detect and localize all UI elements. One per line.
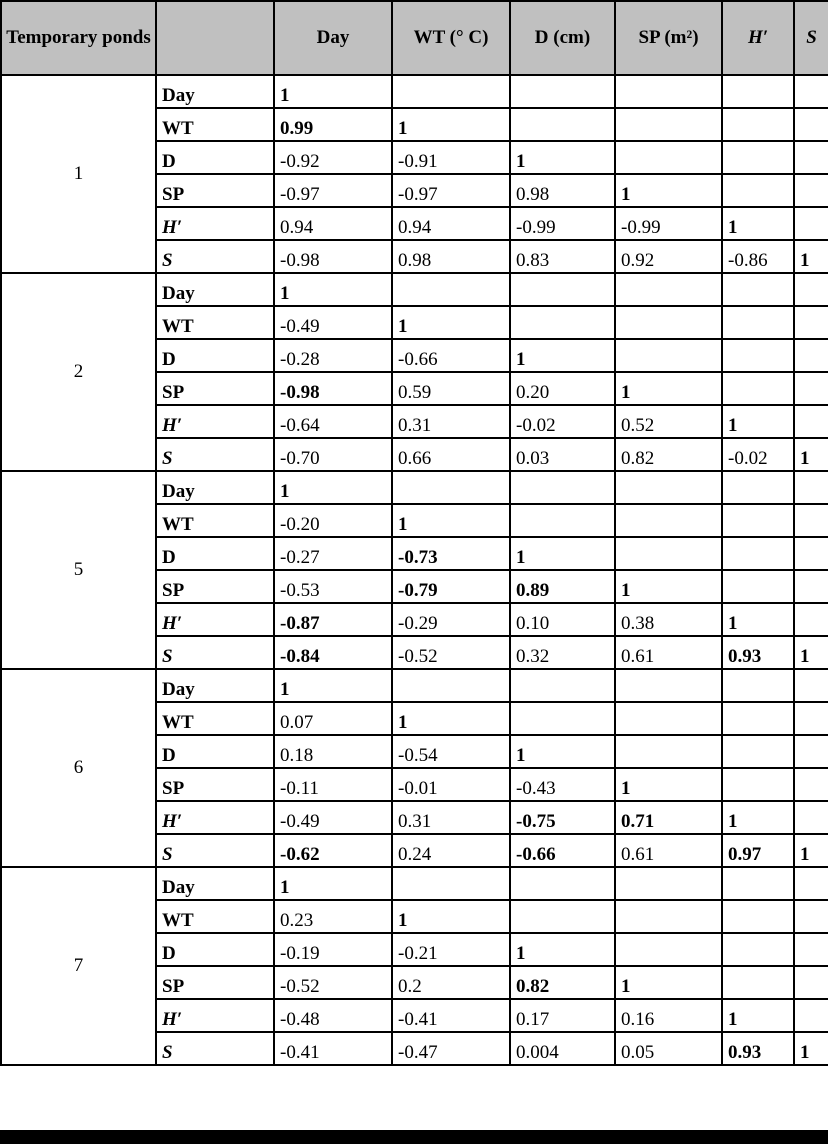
correlation-cell: 0.89	[510, 570, 615, 603]
correlation-cell: 0.83	[510, 240, 615, 273]
correlation-cell	[722, 867, 794, 900]
correlation-cell	[794, 768, 828, 801]
correlation-cell: 0.61	[615, 636, 722, 669]
correlation-cell	[615, 471, 722, 504]
correlation-cell: 0.61	[615, 834, 722, 867]
correlation-cell	[615, 735, 722, 768]
pond-id: 1	[1, 75, 156, 273]
header-variable	[156, 1, 274, 75]
correlation-cell: -0.66	[392, 339, 510, 372]
correlation-cell: 0.93	[722, 636, 794, 669]
correlation-cell	[392, 273, 510, 306]
correlation-cell: -0.41	[392, 999, 510, 1032]
correlation-cell: 0.66	[392, 438, 510, 471]
row-label: Day	[156, 273, 274, 306]
pond-id: 2	[1, 273, 156, 471]
correlation-cell	[510, 867, 615, 900]
correlation-cell	[794, 537, 828, 570]
correlation-cell: -0.49	[274, 801, 392, 834]
correlation-cell	[615, 504, 722, 537]
correlation-cell: 1	[274, 669, 392, 702]
correlation-cell: 0.52	[615, 405, 722, 438]
correlation-cell: 0.93	[722, 1032, 794, 1065]
correlation-cell: -0.66	[510, 834, 615, 867]
correlation-cell: 1	[722, 207, 794, 240]
correlation-cell: -0.70	[274, 438, 392, 471]
correlation-cell: 0.82	[615, 438, 722, 471]
correlation-cell	[794, 75, 828, 108]
correlation-cell	[794, 966, 828, 999]
correlation-cell: -0.02	[722, 438, 794, 471]
correlation-cell	[510, 108, 615, 141]
table-row	[1, 867, 828, 900]
correlation-cell	[794, 801, 828, 834]
correlation-cell: -0.75	[510, 801, 615, 834]
correlation-cell: -0.41	[274, 1032, 392, 1065]
correlation-cell	[615, 141, 722, 174]
correlation-cell: 1	[510, 537, 615, 570]
row-label: H′	[156, 405, 274, 438]
row-label: S	[156, 1032, 274, 1065]
correlation-cell	[794, 669, 828, 702]
correlation-cell	[722, 768, 794, 801]
correlation-cell: 0.17	[510, 999, 615, 1032]
correlation-cell: 0.98	[392, 240, 510, 273]
correlation-cell	[794, 933, 828, 966]
correlation-cell	[722, 900, 794, 933]
correlation-cell: 1	[274, 867, 392, 900]
correlation-cell	[615, 867, 722, 900]
correlation-cell: 1	[722, 603, 794, 636]
correlation-cell	[794, 273, 828, 306]
correlation-cell: 0.31	[392, 405, 510, 438]
correlation-cell	[794, 867, 828, 900]
correlation-cell: 0.59	[392, 372, 510, 405]
correlation-cell: 0.94	[392, 207, 510, 240]
row-label: S	[156, 240, 274, 273]
correlation-cell	[615, 75, 722, 108]
correlation-cell	[794, 702, 828, 735]
correlation-cell: 1	[615, 966, 722, 999]
correlation-cell: 1	[392, 702, 510, 735]
table-row	[1, 273, 828, 306]
correlation-cell	[722, 570, 794, 603]
header-temporary-ponds: Temporary ponds	[1, 1, 156, 75]
bottom-bar	[0, 1130, 828, 1144]
correlation-cell: 1	[615, 768, 722, 801]
correlation-cell: -0.54	[392, 735, 510, 768]
correlation-cell	[722, 372, 794, 405]
row-label: D	[156, 141, 274, 174]
correlation-cell: -0.92	[274, 141, 392, 174]
correlation-cell: 1	[510, 141, 615, 174]
correlation-cell: 0.99	[274, 108, 392, 141]
correlation-cell: 1	[615, 372, 722, 405]
correlation-cell	[722, 339, 794, 372]
correlation-cell: -0.73	[392, 537, 510, 570]
correlation-cell: 0.05	[615, 1032, 722, 1065]
correlation-cell: 1	[722, 405, 794, 438]
correlation-cell	[392, 75, 510, 108]
correlation-cell	[510, 669, 615, 702]
correlation-cell	[794, 306, 828, 339]
correlation-cell	[615, 339, 722, 372]
correlation-cell	[794, 735, 828, 768]
correlation-cell: 1	[510, 933, 615, 966]
correlation-cell	[794, 108, 828, 141]
header-col-1: WT (° C)	[392, 1, 510, 75]
header-row	[1, 1, 828, 75]
header-col-4: H′	[722, 1, 794, 75]
correlation-cell: -0.98	[274, 240, 392, 273]
row-label: H′	[156, 207, 274, 240]
correlation-cell: 0.03	[510, 438, 615, 471]
correlation-cell: 0.24	[392, 834, 510, 867]
correlation-cell: -0.47	[392, 1032, 510, 1065]
correlation-cell: 0.98	[510, 174, 615, 207]
row-label: SP	[156, 966, 274, 999]
correlation-cell: 1	[392, 900, 510, 933]
correlation-cell: -0.99	[615, 207, 722, 240]
row-label: WT	[156, 306, 274, 339]
correlation-cell: 1	[615, 570, 722, 603]
pond-id: 5	[1, 471, 156, 669]
correlation-cell: -0.86	[722, 240, 794, 273]
row-label: S	[156, 438, 274, 471]
correlation-cell: 0.16	[615, 999, 722, 1032]
correlation-cell: 0.004	[510, 1032, 615, 1065]
correlation-cell: -0.91	[392, 141, 510, 174]
correlation-cell: -0.01	[392, 768, 510, 801]
correlation-cell	[392, 471, 510, 504]
correlation-cell	[794, 339, 828, 372]
correlation-cell	[392, 867, 510, 900]
correlation-cell	[794, 174, 828, 207]
correlation-cell	[722, 75, 794, 108]
correlation-cell	[722, 306, 794, 339]
correlation-cell: 0.38	[615, 603, 722, 636]
header-col-0: Day	[274, 1, 392, 75]
correlation-cell	[510, 273, 615, 306]
correlation-cell: 1	[274, 75, 392, 108]
correlation-cell	[794, 207, 828, 240]
row-label: S	[156, 834, 274, 867]
correlation-cell: -0.21	[392, 933, 510, 966]
correlation-cell	[722, 702, 794, 735]
table-body	[1, 75, 828, 1065]
correlation-cell: -0.43	[510, 768, 615, 801]
correlation-cell	[794, 372, 828, 405]
row-label: D	[156, 933, 274, 966]
correlation-cell: -0.29	[392, 603, 510, 636]
row-label: S	[156, 636, 274, 669]
correlation-cell	[510, 702, 615, 735]
correlation-cell	[510, 471, 615, 504]
row-label: WT	[156, 504, 274, 537]
header-col-2: D (cm)	[510, 1, 615, 75]
correlation-cell: -0.79	[392, 570, 510, 603]
correlation-cell: 0.71	[615, 801, 722, 834]
correlation-cell: -0.98	[274, 372, 392, 405]
header-col-3: SP (m²)	[615, 1, 722, 75]
correlation-cell	[615, 669, 722, 702]
correlation-cell: 1	[392, 108, 510, 141]
correlation-cell	[722, 174, 794, 207]
row-label: SP	[156, 768, 274, 801]
correlation-cell: 0.07	[274, 702, 392, 735]
correlation-cell	[392, 669, 510, 702]
correlation-cell: 1	[722, 801, 794, 834]
correlation-cell	[510, 75, 615, 108]
row-label: Day	[156, 867, 274, 900]
correlation-cell: 1	[510, 735, 615, 768]
row-label: D	[156, 537, 274, 570]
correlation-cell	[722, 108, 794, 141]
row-label: D	[156, 735, 274, 768]
correlation-cell: 1	[722, 999, 794, 1032]
correlation-cell: 0.31	[392, 801, 510, 834]
row-label: SP	[156, 372, 274, 405]
correlation-cell: -0.19	[274, 933, 392, 966]
correlation-cell	[510, 306, 615, 339]
correlation-cell	[615, 900, 722, 933]
correlation-cell	[794, 900, 828, 933]
correlation-cell	[615, 306, 722, 339]
correlation-cell	[794, 999, 828, 1032]
correlation-cell	[615, 273, 722, 306]
correlation-cell	[510, 900, 615, 933]
row-label: WT	[156, 702, 274, 735]
correlation-cell	[510, 504, 615, 537]
row-label: D	[156, 339, 274, 372]
correlation-cell	[794, 405, 828, 438]
correlation-cell: -0.53	[274, 570, 392, 603]
correlation-cell: 0.18	[274, 735, 392, 768]
correlation-cell: 1	[392, 504, 510, 537]
correlation-cell	[794, 141, 828, 174]
correlation-cell: -0.52	[274, 966, 392, 999]
correlation-cell: -0.02	[510, 405, 615, 438]
correlation-cell: -0.49	[274, 306, 392, 339]
table-row	[1, 669, 828, 702]
correlation-cell	[722, 471, 794, 504]
correlation-cell: 1	[794, 834, 828, 867]
correlation-cell	[722, 273, 794, 306]
correlation-cell: -0.87	[274, 603, 392, 636]
correlation-cell: 0.82	[510, 966, 615, 999]
correlation-cell: -0.11	[274, 768, 392, 801]
correlation-cell: 0.32	[510, 636, 615, 669]
correlation-cell	[615, 108, 722, 141]
correlation-cell	[722, 537, 794, 570]
correlation-cell	[794, 504, 828, 537]
correlation-cell	[615, 702, 722, 735]
correlation-cell: -0.84	[274, 636, 392, 669]
correlation-cell: 0.20	[510, 372, 615, 405]
correlation-cell: 1	[392, 306, 510, 339]
correlation-cell: -0.97	[274, 174, 392, 207]
correlation-cell: -0.64	[274, 405, 392, 438]
row-label: H′	[156, 603, 274, 636]
correlation-cell	[794, 603, 828, 636]
row-label: Day	[156, 669, 274, 702]
correlation-cell	[722, 933, 794, 966]
row-label: WT	[156, 108, 274, 141]
correlation-cell: -0.20	[274, 504, 392, 537]
correlation-cell: -0.99	[510, 207, 615, 240]
header-col-5: S	[794, 1, 828, 75]
correlation-cell	[794, 471, 828, 504]
correlation-cell: 1	[274, 471, 392, 504]
correlation-cell: 0.94	[274, 207, 392, 240]
correlation-cell	[722, 735, 794, 768]
row-label: SP	[156, 174, 274, 207]
correlation-cell: -0.28	[274, 339, 392, 372]
correlation-cell	[794, 570, 828, 603]
row-label: WT	[156, 900, 274, 933]
correlation-cell: -0.62	[274, 834, 392, 867]
correlation-cell: -0.52	[392, 636, 510, 669]
correlation-cell: 1	[794, 636, 828, 669]
row-label: SP	[156, 570, 274, 603]
row-label: Day	[156, 75, 274, 108]
correlation-cell: -0.48	[274, 999, 392, 1032]
correlation-cell: 1	[615, 174, 722, 207]
row-label: H′	[156, 999, 274, 1032]
correlation-cell: 0.2	[392, 966, 510, 999]
correlation-cell	[615, 537, 722, 570]
correlation-cell: 1	[794, 438, 828, 471]
correlation-cell: 0.97	[722, 834, 794, 867]
correlation-cell: -0.97	[392, 174, 510, 207]
correlation-cell	[722, 504, 794, 537]
correlation-cell: 1	[794, 1032, 828, 1065]
correlation-cell: 1	[274, 273, 392, 306]
correlation-cell: 1	[794, 240, 828, 273]
correlation-cell: 0.92	[615, 240, 722, 273]
table-row	[1, 471, 828, 504]
pond-id: 7	[1, 867, 156, 1065]
row-label: Day	[156, 471, 274, 504]
correlation-cell	[722, 669, 794, 702]
correlation-cell	[615, 933, 722, 966]
row-label: H′	[156, 801, 274, 834]
correlation-cell: 0.23	[274, 900, 392, 933]
correlation-cell	[722, 966, 794, 999]
correlation-cell	[722, 141, 794, 174]
table-row	[1, 75, 828, 108]
correlation-cell: 1	[510, 339, 615, 372]
correlation-cell: 0.10	[510, 603, 615, 636]
pond-id: 6	[1, 669, 156, 867]
correlation-cell: -0.27	[274, 537, 392, 570]
